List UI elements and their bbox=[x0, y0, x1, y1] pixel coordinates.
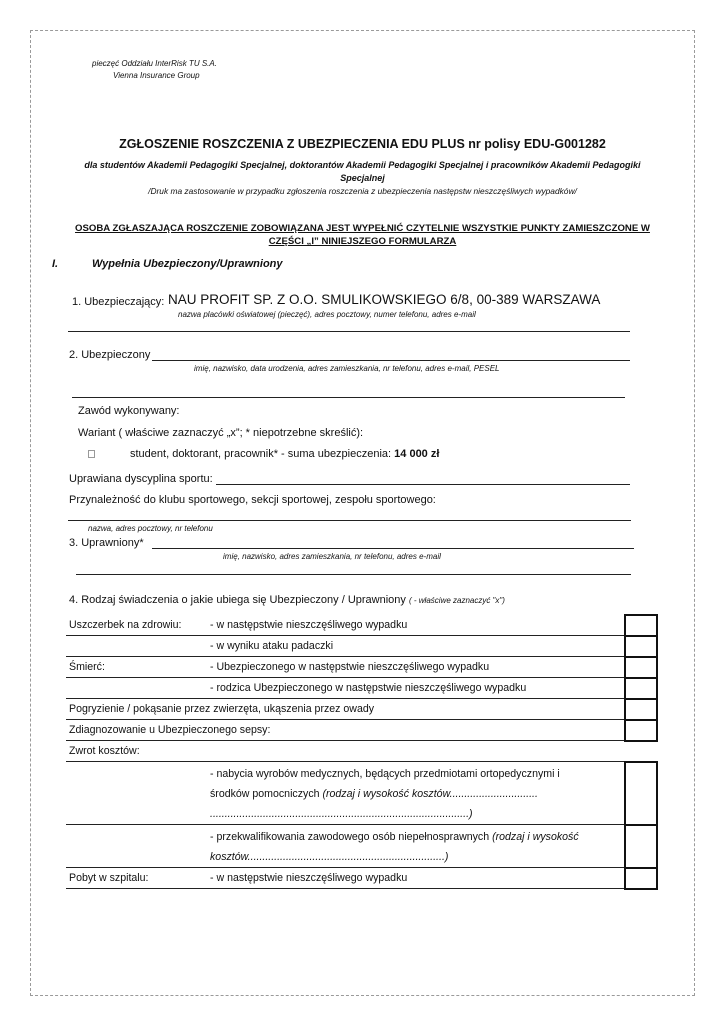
refund-medical-checkbox[interactable] bbox=[625, 762, 657, 825]
club-label: Przynależność do klubu sportowego, sekcji sportowej, zespołu sportowego: bbox=[69, 494, 436, 506]
policyholder-label: 1. Ubezpieczający: bbox=[72, 296, 165, 308]
refund-medical-line-3[interactable]: ........................................................................................) bbox=[210, 808, 473, 820]
insured-hint: imię, nazwisko, data urodzenia, adres zamieszkania, nr telefonu, adres e-mail, PESEL bbox=[194, 364, 500, 373]
refund-requal-cost-label: (rodzaj i wysokość bbox=[492, 831, 579, 843]
sport-label: Uprawiana dyscyplina sportu: bbox=[69, 473, 213, 485]
injury-epilepsy: - w wyniku ataku padaczki bbox=[207, 636, 598, 657]
injury-accident-checkbox[interactable] bbox=[625, 615, 657, 636]
table-row bbox=[66, 699, 657, 720]
refund-medical-cost[interactable]: (rodzaj i wysokość kosztów.............................. bbox=[322, 788, 538, 800]
insured-label: 2. Ubezpieczony bbox=[69, 349, 151, 361]
variant-option-text: student, doktorant, pracownik* - suma ubezpieczenia: bbox=[130, 448, 395, 460]
hospital-accident: - w następstwie nieszczęśliwego wypadku bbox=[207, 868, 598, 889]
benefit-type-text: 4. Rodzaj świadczenia o jakie ubiega się Ubezpieczony / Uprawniony bbox=[69, 594, 406, 606]
death-parent: - rodzica Ubezpieczonego w następstwie nieszczęśliwego wypadku bbox=[207, 678, 598, 699]
sepsis-label: Zdiagnozowanie u Ubezpieczonego sepsy: bbox=[66, 720, 625, 741]
sport-line[interactable] bbox=[216, 484, 630, 485]
hospital-label: Pobyt w szpitalu: bbox=[66, 868, 207, 889]
bite-checkbox[interactable] bbox=[625, 699, 657, 720]
form-title: ZGŁOSZENIE ROSZCZENIA Z UBEZPIECZENIA EDU PLUS nr polisy EDU-G001282 bbox=[119, 137, 606, 151]
refund-medical-line-1: - nabycia wyrobów medycznych, będących przedmiotami ortopedycznymi i bbox=[210, 768, 560, 780]
refund-requalification bbox=[207, 825, 598, 868]
refund-requal-checkbox[interactable] bbox=[625, 825, 657, 868]
insured-line-2[interactable] bbox=[72, 397, 625, 398]
form-note: /Druk ma zastosowanie w przypadku zgłoszenia roszczenia z ubezpieczenia następstw nieszczęśliwych wypadków/ bbox=[148, 186, 577, 196]
insured-line[interactable] bbox=[152, 360, 630, 361]
policyholder-line[interactable] bbox=[68, 331, 630, 332]
club-line[interactable] bbox=[68, 520, 631, 521]
occupation-label: Zawód wykonywany: bbox=[78, 405, 180, 417]
table-row bbox=[66, 868, 657, 889]
beneficiary-hint: imię, nazwisko, adres zamieszkania, nr telefonu, adres e-mail bbox=[223, 552, 441, 561]
club-hint: nazwa, adres pocztowy, nr telefonu bbox=[88, 524, 213, 533]
table-row bbox=[66, 615, 657, 636]
beneficiary-line[interactable] bbox=[152, 548, 634, 549]
hospital-checkbox[interactable] bbox=[625, 868, 657, 889]
refund-requal-line-2[interactable]: kosztów...................................................................) bbox=[210, 851, 449, 863]
bite-label: Pogryzienie / pokąsanie przez zwierzęta, ukąszenia przez owady bbox=[66, 699, 625, 720]
refund-label: Zwrot kosztów: bbox=[66, 741, 625, 762]
table-row bbox=[66, 741, 657, 762]
stamp-line-1: pieczęć Oddziału InterRisk TU S.A. bbox=[92, 59, 217, 68]
table-row bbox=[66, 825, 657, 868]
refund-requal-text: - przekwalifikowania zawodowego osób niepełnosprawnych bbox=[210, 831, 493, 843]
claims-table bbox=[66, 614, 658, 890]
death-insured: - Ubezpieczonego w następstwie nieszczęśliwego wypadku bbox=[207, 657, 598, 678]
instruction-heading: OSOBA ZGŁASZAJĄCA ROSZCZENIE ZOBOWIĄZANA JEST WYPEŁNIĆ CZYTELNIE WSZYSTKIE PUNKTY ZAMIESZCZONE W CZĘŚCI „I” NINIEJSZEGO FORMULARZA bbox=[75, 223, 650, 247]
death-label: Śmierć: bbox=[66, 657, 207, 678]
refund-requal-line-1 bbox=[210, 827, 595, 847]
sepsis-checkbox[interactable] bbox=[625, 720, 657, 741]
policyholder-value[interactable]: NAU PROFIT SP. Z O.O. SMULIKOWSKIEGO 6/8, 00-389 WARSZAWA bbox=[168, 292, 601, 307]
form-subtitle: dla studentów Akademii Pedagogiki Specjalnej, doktorantów Akademii Pedagogiki Specjalnej i pracowników Akademii Pedagogiki Specjalnej bbox=[84, 160, 641, 183]
death-parent-checkbox[interactable] bbox=[625, 678, 657, 699]
benefit-type-hint: ( - właściwe zaznaczyć "x") bbox=[408, 596, 505, 605]
sum-insured: 14 000 zł bbox=[394, 448, 440, 460]
policyholder-hint: nazwa placówki oświatowej (pieczęć), adres pocztowy, numer telefonu, adres e-mail bbox=[178, 310, 476, 319]
benefit-type-label bbox=[69, 594, 505, 606]
table-row bbox=[66, 720, 657, 741]
table-row bbox=[66, 657, 657, 678]
beneficiary-label: 3. Uprawniony* bbox=[69, 537, 144, 549]
injury-label: Uszczerbek na zdrowiu: bbox=[66, 615, 207, 636]
stamp-line-2: Vienna Insurance Group bbox=[113, 71, 200, 80]
death-insured-checkbox[interactable] bbox=[625, 657, 657, 678]
refund-medical bbox=[207, 762, 598, 825]
variant-label: Wariant ( właściwe zaznaczyć „x”; * niepotrzebne skreślić): bbox=[78, 427, 364, 439]
table-row bbox=[66, 636, 657, 657]
beneficiary-line-2[interactable] bbox=[76, 574, 631, 575]
table-row bbox=[66, 678, 657, 699]
section-title: Wypełnia Ubezpieczony/Uprawniony bbox=[92, 258, 283, 270]
variant-option bbox=[130, 448, 439, 460]
injury-accident: - w następstwie nieszczęśliwego wypadku bbox=[207, 615, 598, 636]
refund-medical-line-2 bbox=[210, 784, 595, 804]
section-number: I. bbox=[52, 258, 59, 270]
injury-epilepsy-checkbox[interactable] bbox=[625, 636, 657, 657]
refund-medical-text: środków pomocniczych bbox=[210, 788, 323, 800]
variant-checkbox[interactable] bbox=[88, 450, 95, 458]
table-row bbox=[66, 762, 657, 825]
